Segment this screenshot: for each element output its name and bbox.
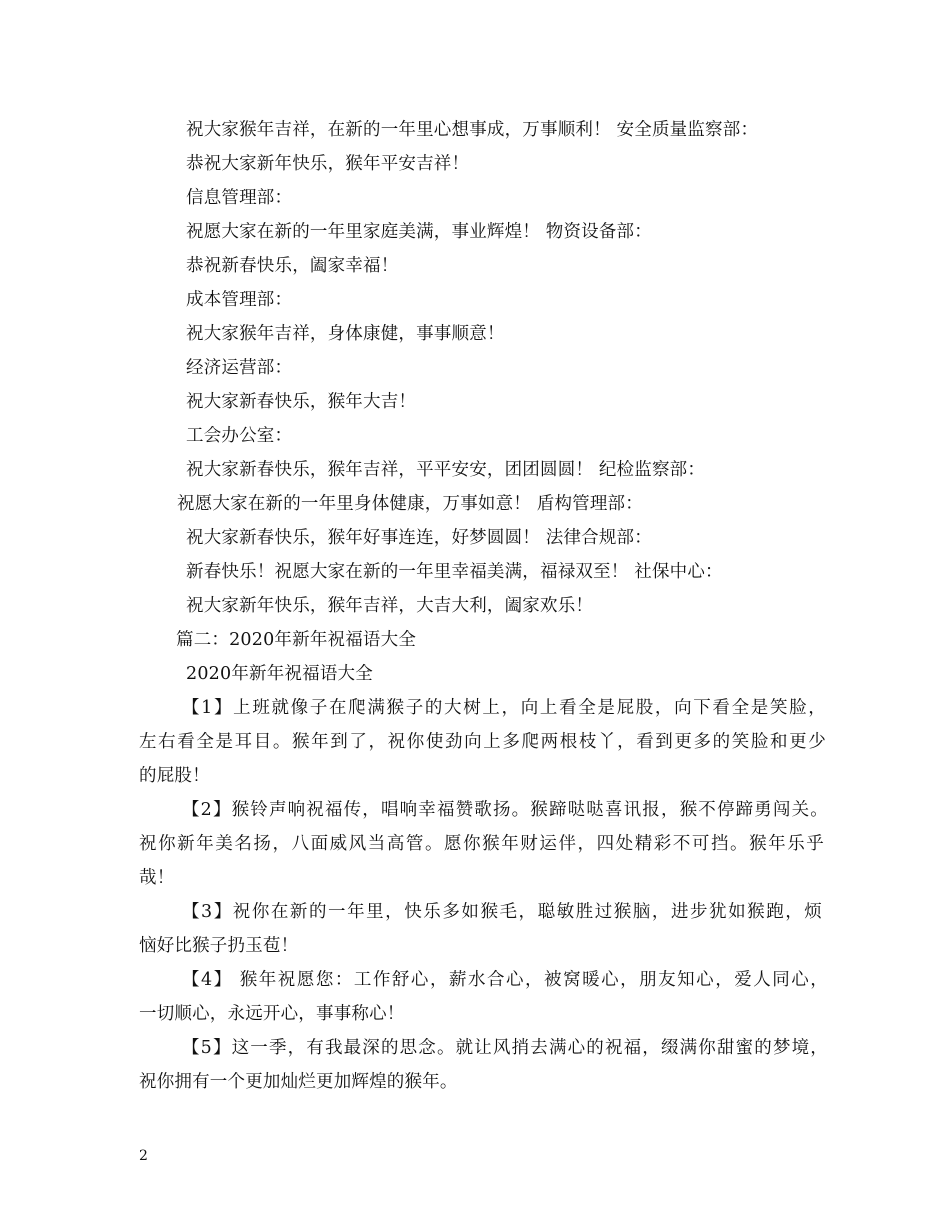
text-line: 祝你拥有一个更加灿烂更加辉煌的猴年。 [139, 1072, 458, 1092]
text-line: 【2】猴铃声响祝福传，唱响幸福赞歌扬。猴蹄哒哒喜讯报，猴不停蹄勇闯关。 [182, 800, 828, 820]
text-line: 祝大家猴年吉祥，在新的一年里心想事成，万事顺利！ 安全质量监察部： [186, 120, 759, 140]
text-line: 祝愿大家在新的一年里家庭美满，事业辉煌！ 物资设备部： [186, 222, 652, 242]
text-line: 成本管理部： [186, 290, 293, 310]
text-line: 祝大家新春快乐，猴年吉祥，平平安安，团团圆圆！ 纪检监察部： [186, 460, 706, 480]
page-number: 2 [139, 1148, 148, 1164]
text-line: 哉！ [139, 868, 175, 888]
text-line: 祝大家猴年吉祥，身体康健，事事顺意！ [186, 324, 505, 344]
text-line: 祝大家新年快乐，猴年吉祥，大吉大利，阖家欢乐！ [186, 596, 594, 616]
text-line: 左右看全是耳目。猴年到了，祝你使劲向上多爬两根枝丫，看到更多的笑脸和更少 [139, 732, 826, 752]
text-line: 祝愿大家在新的一年里身体健康，万事如意！ 盾构管理部： [177, 494, 643, 514]
text-line: 【1】上班就像子在爬满猴子的大树上，向上看全是屁股，向下看全是笑脸， [182, 698, 826, 718]
text-line: 信息管理部： [186, 188, 293, 208]
text-line: 【4】 猴年祝愿您：工作舒心，薪水合心，被窝暖心，朋友知心，爱人同心， [182, 970, 828, 990]
text-line: 恼好比猴子扔玉苞！ [139, 936, 299, 956]
text-line: 祝大家新春快乐，猴年好事连连，好梦圆圆！ 法律合规部： [186, 528, 652, 548]
text-line: 新春快乐！祝愿大家在新的一年里幸福美满，福禄双至！ 社保中心： [186, 562, 723, 582]
text-line: 祝你新年美名扬，八面威风当高管。愿你猴年财运伴，四处精彩不可挡。猴年乐乎 [139, 834, 824, 854]
text-line: 恭祝大家新年快乐，猴年平安吉祥！ [186, 154, 470, 174]
text-line: 经济运营部： [186, 358, 293, 378]
text-line: 一切顺心，永远开心，事事称心！ [139, 1004, 405, 1024]
text-line: 【3】祝你在新的一年里，快乐多如猴毛，聪敏胜过猴脑，进步犹如猴跑，烦 [182, 902, 822, 922]
text-line: 【5】这一季，有我最深的思念。就让风捎去满心的祝福，缀满你甜蜜的梦境， [182, 1038, 828, 1058]
subheading: 2020年新年祝福语大全 [186, 664, 373, 684]
text-line: 恭祝新春快乐，阖家幸福！ [186, 256, 399, 276]
text-line: 祝大家新春快乐，猴年大吉！ [186, 392, 417, 412]
text-line: 的屁股！ [139, 766, 210, 786]
text-line: 工会办公室： [186, 426, 293, 446]
section-heading: 篇二：2020年新年祝福语大全 [176, 630, 417, 650]
